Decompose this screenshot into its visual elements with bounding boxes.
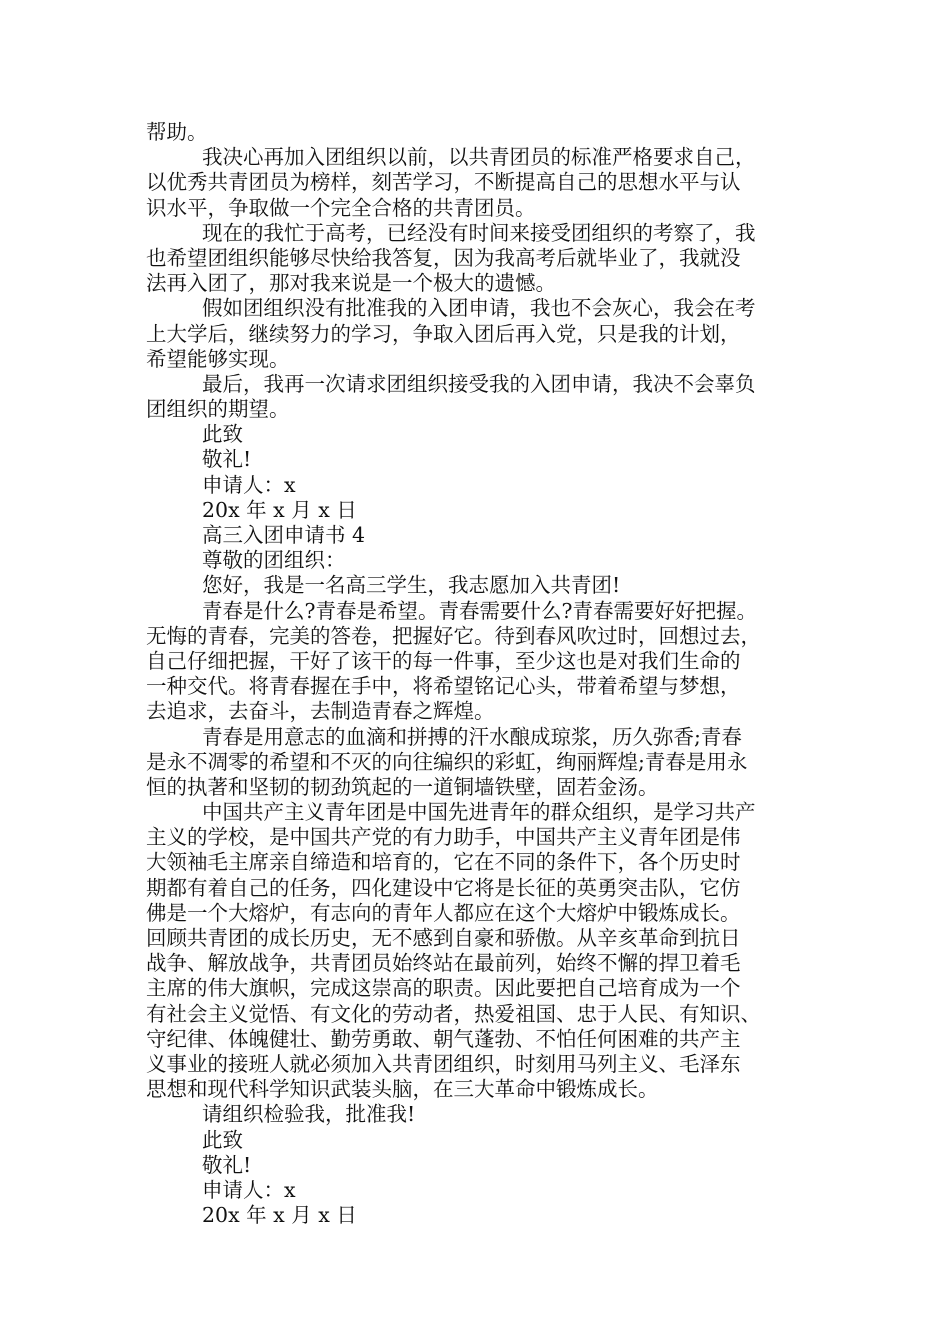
text-line-10: 希望能够实现。 bbox=[146, 346, 290, 371]
text-line-41: 此致 bbox=[202, 1127, 243, 1152]
document-body bbox=[146, 120, 806, 1228]
text-line-9: 上大学后，继续努力的学习，争取入团后再入党，只是我的计划， bbox=[146, 321, 741, 346]
text-line-21: 无悔的青春，完美的答卷，把握好它。待到春风吹过时，回想过去， bbox=[146, 623, 761, 648]
text-line-22: 自己仔细把握，干好了该干的每一件事，至少这也是对我们生命的 bbox=[146, 648, 741, 673]
text-line-35: 主席的伟大旗帜，完成这崇高的职责。因此要把自己培育成为一个 bbox=[146, 976, 741, 1001]
text-line-3: 以优秀共青团员为榜样，刻苦学习，不断提高自己的思想水平与认 bbox=[146, 170, 741, 195]
text-line-43: 申请人：x bbox=[202, 1177, 296, 1202]
text-line-11: 最后，我再一次请求团组织接受我的入团申请，我决不会辜负 bbox=[202, 371, 756, 396]
text-line-14: 敬礼! bbox=[202, 447, 252, 472]
text-line-15: 申请人：x bbox=[202, 472, 296, 497]
text-line-26: 是永不凋零的希望和不灭的向往编织的彩虹，绚丽辉煌;青春是用永 bbox=[146, 749, 748, 774]
text-line-29: 主义的学校，是中国共产党的有力助手，中国共产主义青年团是伟 bbox=[146, 825, 741, 850]
text-line-42: 敬礼! bbox=[202, 1152, 252, 1177]
text-line-19: 您好，我是一名高三学生，我志愿加入共青团! bbox=[202, 573, 621, 598]
text-line-24: 去追求，去奋斗，去制造青春之辉煌。 bbox=[146, 699, 495, 724]
text-line-13: 此致 bbox=[202, 422, 243, 447]
text-line-30: 大领袖毛主席亲自缔造和培育的，它在不同的条件下，各个历史时 bbox=[146, 850, 741, 875]
text-line-44: 20x 年 x 月 x 日 bbox=[202, 1203, 357, 1228]
text-line-36: 有社会主义觉悟、有文化的劳动者，热爱祖国、忠于人民、有知识、 bbox=[146, 1001, 761, 1026]
text-line-12: 团组织的期望。 bbox=[146, 397, 290, 422]
text-line-2: 我决心再加入团组织以前，以共青团员的标准严格要求自己， bbox=[202, 145, 756, 170]
text-line-1: 帮助。 bbox=[146, 120, 208, 144]
text-line-16: 20x 年 x 月 x 日 bbox=[202, 497, 357, 522]
text-line-34: 战争、解放战争，共青团员始终站在最前列，始终不懈的捍卫着毛 bbox=[146, 951, 741, 976]
text-line-27: 恒的执著和坚韧的韧劲筑起的一道铜墙铁壁，固若金汤。 bbox=[146, 774, 659, 799]
text-line-6: 也希望团组织能够尽快给我答复，因为我高考后就毕业了，我就没 bbox=[146, 245, 741, 270]
text-line-4: 识水平，争取做一个完全合格的共青团员。 bbox=[146, 195, 536, 220]
text-line-31: 期都有着自己的任务，四化建设中它将是长征的英勇突击队，它仿 bbox=[146, 875, 741, 900]
text-line-40: 请组织检验我，批准我! bbox=[202, 1102, 416, 1127]
text-line-7: 法再入团了，那对我来说是一个极大的遗憾。 bbox=[146, 271, 556, 296]
text-line-38: 义事业的接班人就必须加入共青团组织，时刻用马列主义、毛泽东 bbox=[146, 1051, 741, 1076]
text-line-17: 高三入团申请书 4 bbox=[202, 523, 366, 547]
text-line-33: 回顾共青团的成长历史，无不感到自豪和骄傲。从辛亥革命到抗日 bbox=[146, 926, 741, 950]
text-line-18: 尊敬的团组织： bbox=[202, 548, 346, 573]
text-line-20: 青春是什么?青春是希望。青春需要什么?青春需要好好把握。 bbox=[202, 598, 757, 623]
text-line-28: 中国共产主义青年团是中国先进青年的群众组织，是学习共产 bbox=[202, 800, 756, 825]
text-line-8: 假如团组织没有批准我的入团申请，我也不会灰心，我会在考 bbox=[202, 296, 756, 321]
text-line-37: 守纪律、体魄健壮、勤劳勇敢、朝气蓬勃、不怕任何困难的共产主 bbox=[146, 1026, 741, 1051]
text-line-23: 一种交代。将青春握在手中，将希望铭记心头，带着希望与梦想， bbox=[146, 674, 741, 699]
text-line-39: 思想和现代科学知识武装头脑，在三大革命中锻炼成长。 bbox=[146, 1077, 659, 1102]
text-line-25: 青春是用意志的血滴和拼搏的汗水酿成琼浆，历久弥香;青春 bbox=[202, 724, 742, 749]
text-line-32: 佛是一个大熔炉，有志向的青年人都应在这个大熔炉中锻炼成长。 bbox=[146, 900, 741, 925]
text-line-5: 现在的我忙于高考，已经没有时间来接受团组织的考察了，我 bbox=[202, 220, 756, 245]
